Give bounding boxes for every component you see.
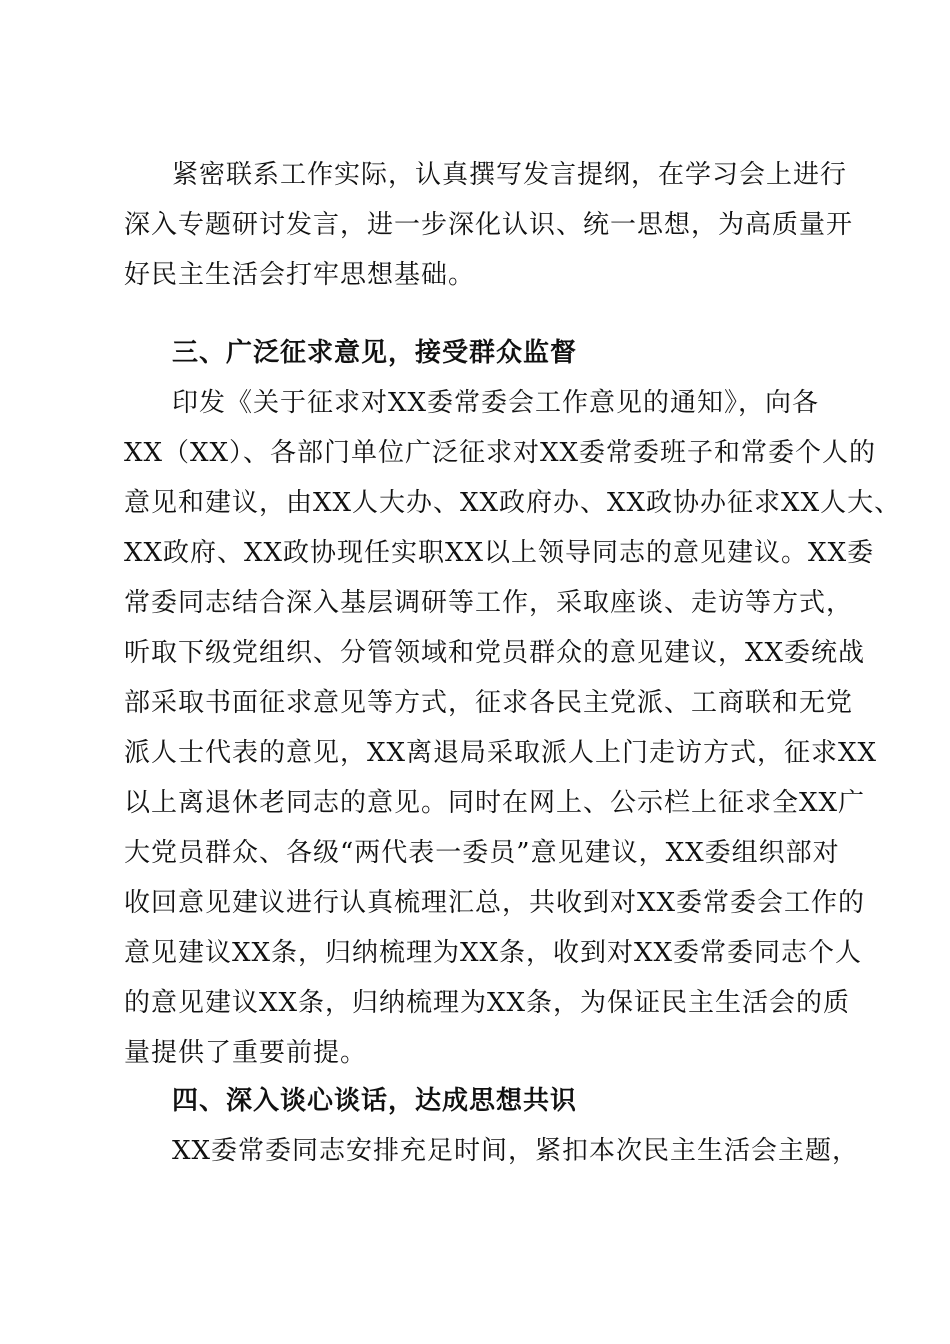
paragraph-1-line-1: 紧密联系工作实际，认真撰写发言提纲，在学习会上进行 — [172, 160, 848, 190]
paragraph-2-line-11: 收回意见建议进行认真梳理汇总，共收到对XX委常委会工作的 — [124, 888, 866, 918]
paragraph-2-line-7: 部采取书面征求意见等方式，征求各民主党派、工商联和无党 — [124, 688, 854, 718]
paragraph-2-line-3: 意见和建议，由XX人大办、XX政府办、XX政协办征求XX人大、 — [124, 488, 902, 518]
paragraph-2-line-9: 以上离退休老同志的意见。同时在网上、公示栏上征求全XX广 — [124, 788, 866, 818]
paragraph-2-line-13: 的意见建议XX条，归纳梳理为XX条，为保证民主生活会的质 — [124, 988, 851, 1018]
paragraph-2-line-6: 听取下级党组织、分管领域和党员群众的意见建议，XX委统战 — [124, 638, 866, 668]
paragraph-1-line-3: 好民主生活会打牢思想基础。 — [124, 260, 476, 290]
paragraph-2-line-8: 派人士代表的意见，XX离退局采取派人上门走访方式，征求XX — [124, 738, 878, 768]
paragraph-3-line-1: XX委常委同志安排充足时间，紧扣本次民主生活会主题， — [172, 1136, 860, 1166]
paragraph-2-line-14: 量提供了重要前提。 — [124, 1038, 368, 1068]
paragraph-1-line-2: 深入专题研讨发言，进一步深化认识、统一思想，为高质量开 — [124, 210, 854, 240]
paragraph-2-line-10: 大党员群众、各级“两代表一委员”意见建议，XX委组织部对 — [124, 838, 840, 868]
paragraph-2-line-5: 常委同志结合深入基层调研等工作，采取座谈、走访等方式， — [124, 588, 854, 618]
paragraph-2-line-1: 印发《关于征求对XX委常委会工作意见的通知》，向各 — [172, 388, 820, 418]
paragraph-2-line-12: 意见建议XX条，归纳梳理为XX条，收到对XX委常委同志个人 — [124, 938, 863, 968]
paragraph-2-line-2: XX（XX）、各部门单位广泛征求对XX委常委班子和常委个人的 — [124, 438, 877, 468]
paragraph-2-line-4: XX政府、XX政协现任实职XX以上领导同志的意见建议。XX委 — [124, 538, 875, 568]
section-heading-3: 三、广泛征求意见，接受群众监督 — [172, 338, 578, 368]
section-heading-4: 四、深入谈心谈话，达成思想共识 — [172, 1086, 578, 1116]
